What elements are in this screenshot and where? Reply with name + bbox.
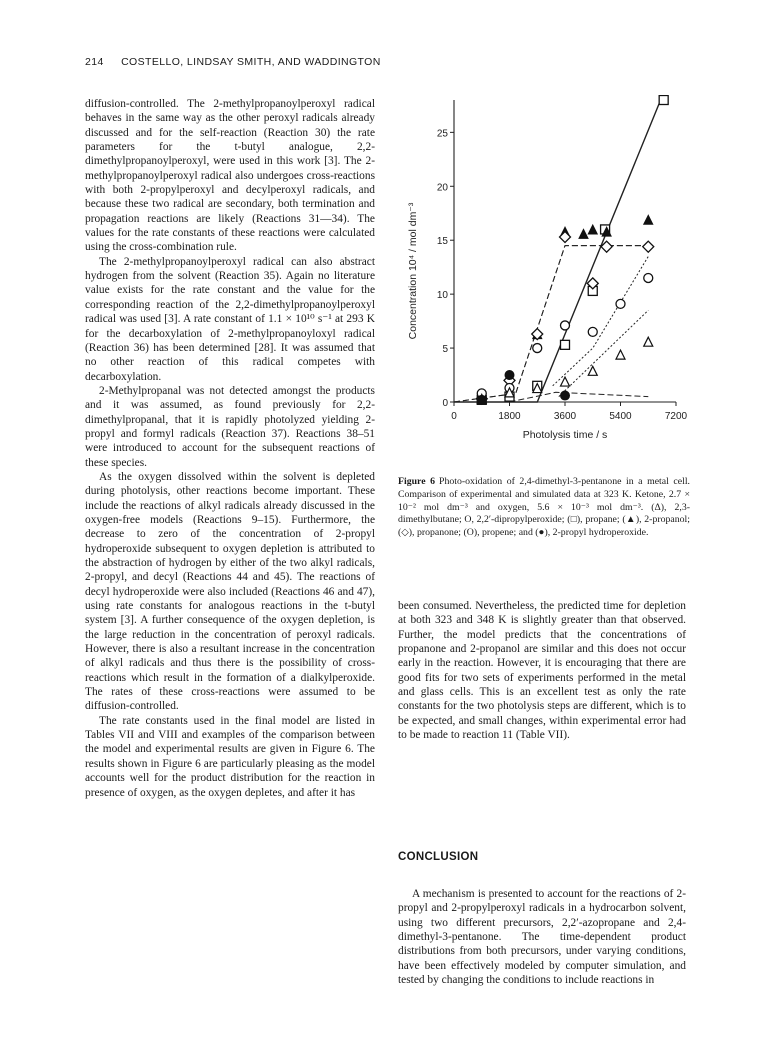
data-point-open-circle [561,321,570,330]
running-head [85,56,381,68]
figure-6-chart [398,95,698,465]
y-axis-label: Concentration 10⁴ / mol dm⁻³ [407,202,419,340]
data-point-open-diamond [560,231,571,242]
model-line [454,100,661,402]
data-point-open-square [561,340,570,349]
paragraph: diffusion-controlled. The 2-methylpropanoylperoxyl radical behaves in the same way as the other peroxyl radicals already discussed and for the self-reaction (Reaction 30) the rate parameters for the t-butyl analogue, 2,2-dimethylpropanoylperoxyl, were used in this work [3]. The 2-methylpropanoylperoxyl radical also undergoes cross-reactions with both 2-propylperoxyl and decylperoxyl radicals, and because these two radical are secondary, both termination and propagation reactions are likely (Reactions 31—34). The values for the rate constants of these reactions were calculated using the cross-combination rule. [85,98,375,254]
model-line [510,392,649,402]
data-point-filled-triangle [588,225,597,234]
data-point-open-triangle [561,377,570,386]
paragraph: As the oxygen dissolved within the solvent is depleted during photolysis, other reactions become important. These include the reactions of alkyl radicals already discussed in the oxygen-free models (Reactions 9–15). Furthermore, the decrease to zero of the concentration of 2-propyl hydroperoxide subsequent to oxygen depletion is attributed to the abstraction of hydrogen by either of the two alkyl radicals, 2-propyl, and decyl (Reactions 44 and 45). The reactions of decyl hydroperoxide were also included (Reactions 46 and 47), using rate constants for analogous reactions in the t-butyl system [3]. A further consequence of the oxygen depletion, is the large reduction in the concentration of peroxyl radicals. However, there is also a resultant increase in the concentration of alkyl radicals and thus there is the possibility of cross-reactions which result in the formation of a dialkylperoxide. The rates of these cross-reactions were assumed to be diffusion-controlled. [85,470,375,713]
left-column [85,97,375,800]
model-line [454,246,648,402]
figure-caption [398,476,690,540]
model-line [559,310,649,396]
data-point-open-triangle [616,350,625,359]
x-tick-label: 5400 [609,411,632,422]
data-point-open-diamond [643,241,654,252]
data-point-filled-triangle [579,229,588,238]
data-point-open-circle [588,327,597,336]
paragraph: A mechanism is presented to account for the reactions of 2-propyl and 2-propylperoxyl radicals in a hydrocarbon solvent, using two different precursors, 2,2′-azopropane and 2,4-dimethyl-3-pentanone. The time-dependent product distributions from both precursors, under varying conditions, have been effectively modeled by computer simulation, and tested by changing the conditions to include reactions in [398,888,686,987]
caption-text: Photo-oxidation of 2,4-dimethyl-3-pentanone in a metal cell. Comparison of experimental and simulated data at 323 K. Ketone, 2.7 × 10⁻² mol dm⁻³ and oxygen, 5.6 × 10⁻³ mol dm⁻³. (Δ), 2,3-dimethylbutane; O, 2,2′-dipropylperoxide; (□), propane; (▲), 2-propanol; (◇), propanone; (O), propene; and (●), 2-propyl hydroperoxide. [398,476,690,539]
page-number: 214 [85,56,104,68]
y-tick-label: 0 [442,398,448,409]
y-tick-label: 15 [436,236,448,248]
right-column-text [398,599,686,742]
model-line [454,246,648,402]
data-point-open-circle [616,299,625,308]
paragraph: The 2-methylpropanoylperoxyl radical can also abstract hydrogen from the solvent (Reaction 35). Again no literature value exists for the rate constant and the value for the corresponding reaction of the 2,2-dimethylpropanoylperoxyl radical was used [3]. A rate constant of 1.1 × 10¹⁰ s⁻¹ at 293 K for the decarboxylation of 2-methylpropanoyloxyl radical (Reaction 36) has been determined [28]. It was assumed that no other reaction of this radical competes with decarboxylation. [85,255,375,383]
y-tick-label: 10 [436,290,448,302]
scatter-plot [398,95,698,465]
y-tick-label: 25 [436,128,448,140]
y-tick-label: 20 [436,182,448,194]
conclusion-text [398,887,686,987]
data-point-filled-circle [505,371,514,380]
x-tick-label: 3600 [553,411,577,422]
paragraph: The rate constants used in the final model are listed in Tables VII and VIII and examples of the comparison between the model and experimental results are given in Figure 6. The results shown in Figure 6 are particularly pleasing as the model accounts well for the product distribution for the reaction in presence of oxygen, as the oxygen depletes, and after it has [85,714,375,799]
x-axis-label: Photolysis time / s [522,429,608,441]
data-point-filled-circle [477,395,486,404]
running-title: COSTELLO, LINDSAY SMITH, AND WADDINGTON [121,56,381,68]
data-point-open-square [659,96,668,105]
section-heading: CONCLUSION [398,851,479,863]
x-tick-label: 0 [451,411,457,422]
figure-label: Figure 6 [398,476,436,487]
paragraph: 2-Methylpropanal was not detected amongst the products and it was assumed, as found previously for 2,2-dimethylpropanal, that it is rapidly photolyzed yielding 2-propyl and formyl radicals (Reaction 37). Reactions 38–51 were introduced to account for the subsequent reactions of these species. [85,384,375,469]
data-point-open-circle [644,273,653,282]
paragraph: been consumed. Nevertheless, the predicted time for depletion at both 323 and 348 K is slightly greater than that observed. Further, the model predicts that the concentrations of propanone and 2-propanol are similar and this does not occur early in the reaction. However, it is encouraging that there are good fits for two sets of experiments performed in the metal and glass cells. This is an excellent test as only the rate constants for the two photolysis steps are different, which is to be expected, and small changes, within experimental error had to be made to reaction 11 (Table VII). [398,600,686,742]
data-point-filled-triangle [644,215,653,224]
x-tick-label: 7200 [664,411,688,422]
data-point-open-triangle [588,366,597,375]
x-tick-label: 1800 [498,411,521,422]
data-point-open-triangle [644,337,653,346]
data-point-filled-circle [561,391,570,400]
data-point-open-circle [533,344,542,353]
y-tick-label: 5 [442,344,448,356]
